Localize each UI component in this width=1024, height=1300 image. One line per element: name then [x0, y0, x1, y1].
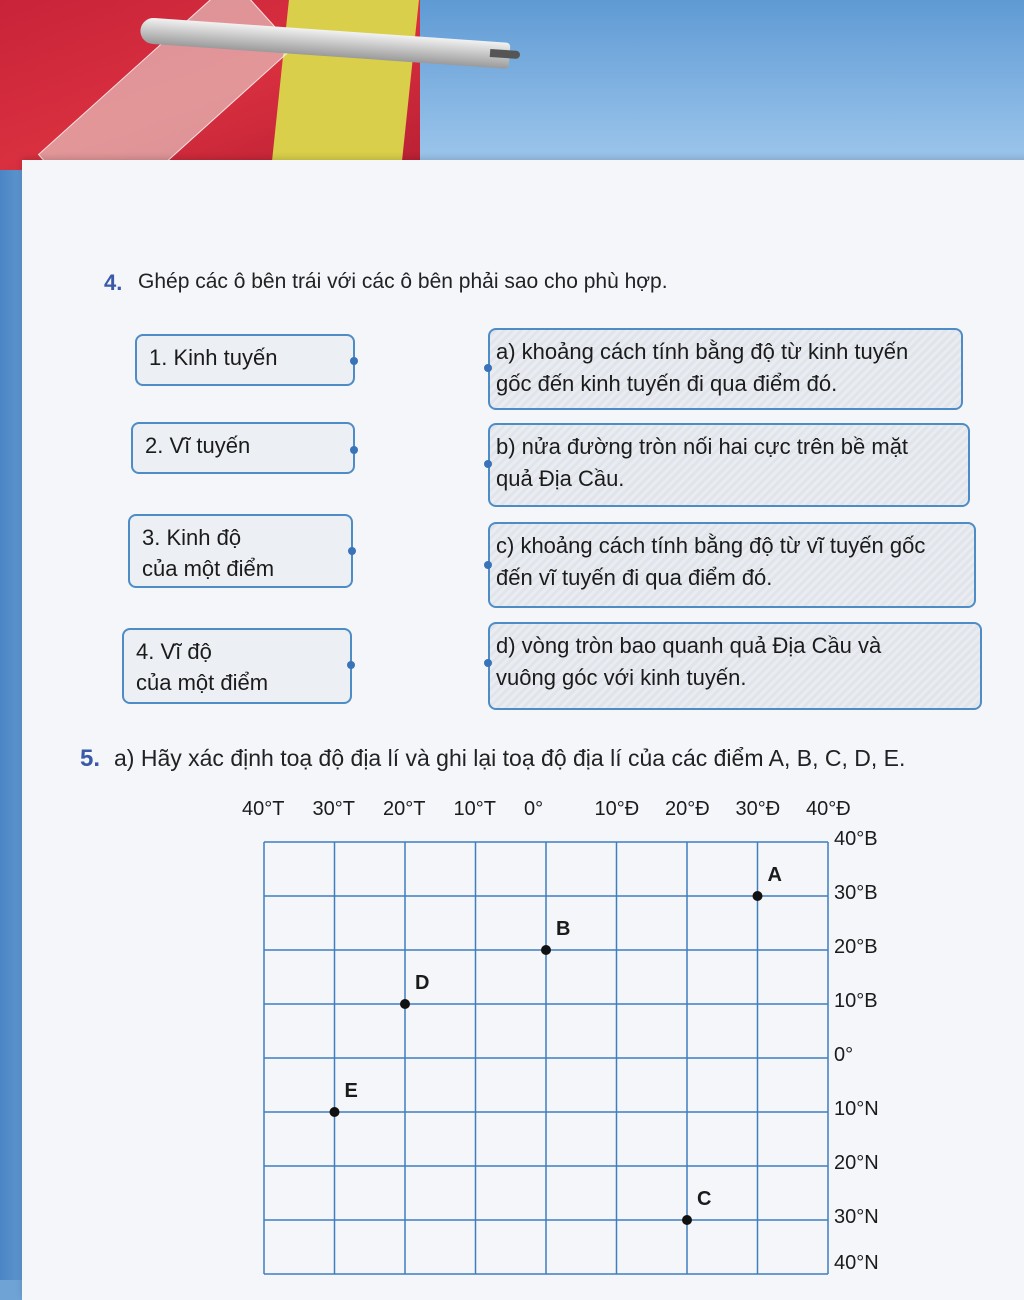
longitude-label: 30°T [312, 798, 355, 820]
left-box-1-text: 1. Kinh tuyến [149, 345, 278, 370]
longitude-label: 10°T [453, 798, 496, 820]
point-label-c: C [697, 1188, 712, 1210]
latitude-label: 30°B [834, 882, 878, 904]
longitude-label: 40°Đ [806, 798, 851, 820]
right-box-b-line2: quả Địa Cầu. [496, 466, 625, 491]
longitude-label: 20°Đ [665, 798, 710, 820]
right-box-a-line2: gốc đến kinh tuyến đi qua điểm đó. [496, 371, 838, 396]
longitude-label: 0° [524, 798, 544, 820]
point-e [330, 1107, 340, 1117]
latitude-label: 20°N [834, 1152, 879, 1174]
latitude-label: 10°B [834, 990, 878, 1012]
right-box-d-line2: vuông góc với kinh tuyến. [496, 665, 747, 690]
question-4-number: 4. [104, 270, 123, 295]
latitude-label: 40°B [834, 828, 878, 850]
right-box-b-line1: b) nửa đường tròn nối hai cực trên bề mặt [496, 434, 909, 459]
left-box-4-line2: của một điểm [136, 670, 269, 695]
right-box-a-line1: a) khoảng cách tính bằng độ từ kinh tuyến [496, 339, 909, 364]
latitude-label: 30°N [834, 1206, 879, 1228]
point-c [682, 1215, 692, 1225]
point-d [400, 999, 410, 1009]
right-box-d-line1: d) vòng tròn bao quanh quả Địa Cầu và [496, 633, 882, 658]
longitude-label: 40°T [242, 798, 285, 820]
point-label-d: D [415, 972, 430, 994]
latitude-label: 10°N [834, 1098, 879, 1120]
latitude-label: 0° [834, 1044, 854, 1066]
question-5-prompt: a) Hãy xác định toạ độ địa lí và ghi lại toạ độ địa lí của các điểm A, B, C, D, E. [114, 745, 906, 771]
point-a [753, 891, 763, 901]
right-box-c-line1: c) khoảng cách tính bằng độ từ vĩ tuyến gốc [496, 533, 926, 558]
point-b [541, 945, 551, 955]
longitude-label: 10°Đ [594, 798, 640, 820]
point-label-a: A [767, 864, 782, 886]
point-label-e: E [344, 1080, 358, 1102]
point-label-b: B [556, 918, 571, 940]
question-4-prompt: Ghép các ô bên trái với các ô bên phải sao cho phù hợp. [138, 270, 668, 293]
longitude-label: 30°Đ [735, 798, 781, 820]
right-box-c-line2: đến vĩ tuyến đi qua điểm đó. [496, 565, 773, 590]
left-box-3-line1: 3. Kinh độ [142, 525, 242, 550]
latitude-label: 20°B [834, 936, 878, 958]
left-box-3-line2: của một điểm [142, 556, 275, 581]
left-box-4-line1: 4. Vĩ độ [136, 639, 212, 664]
latitude-label: 40°N [834, 1252, 879, 1274]
left-box-2-text: 2. Vĩ tuyến [145, 433, 251, 458]
question-5-number: 5. [80, 745, 101, 772]
longitude-label: 20°T [383, 798, 426, 820]
